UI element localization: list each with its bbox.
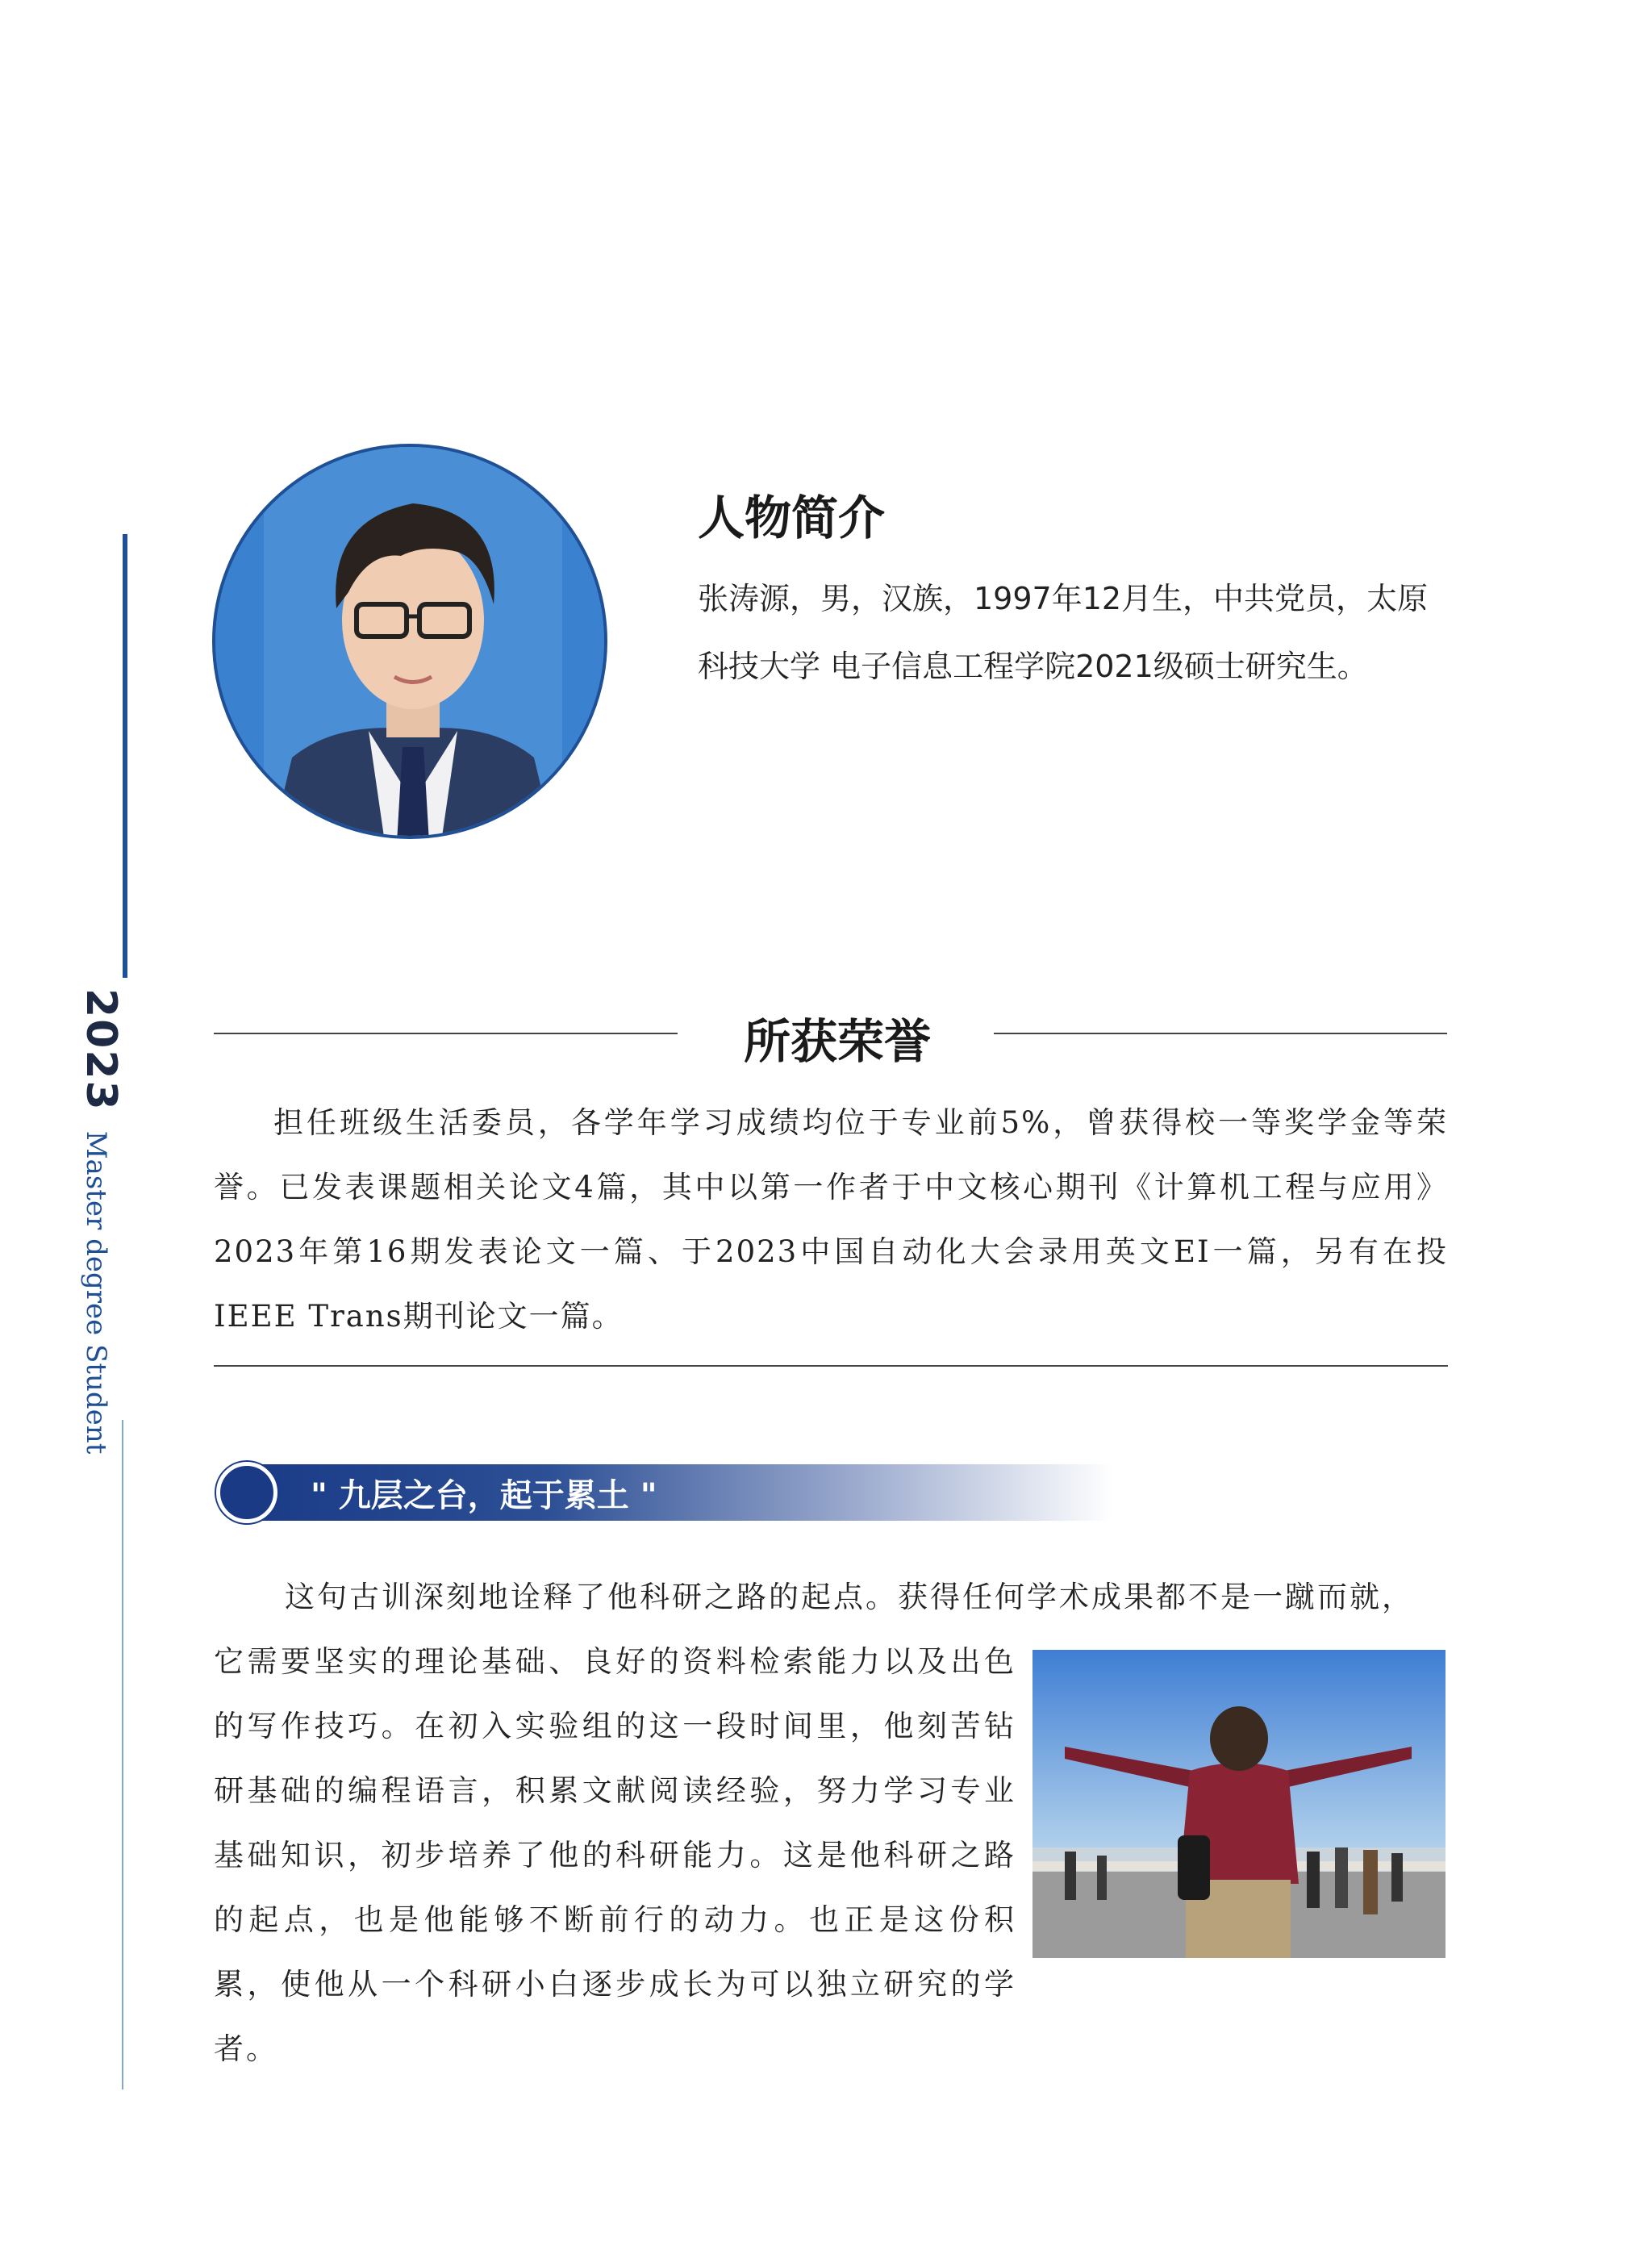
side-label-year: 2023 — [77, 988, 125, 1112]
side-label-subtitle: Master degree Student — [80, 1130, 112, 1455]
story-text: 它需要坚实的理论基础、良好的资料检索能力以及出色的写作技巧。在初入实验组的这一段时间里，他刻苦钻研基础的编程语言，积累文献阅读经验，努力学习专业基础知识，初步培养了他的科研能力。这是他科研之路的起点，也是他能够不断前行的动力。也正是这份积累，使他从一个科研小白逐步成长为可以独立研究的学者。 — [214, 1644, 1016, 2066]
honors-text: 担任班级生活委员，各学年学习成绩均位于专业前5%，曾获得校一等奖学金等荣誉。已发表课题相关论文4篇，其中以第一作者于中文核心期刊《计算机工程与应用》2023年第16期发表论文一篇、于2023中国自动化大会录用英文EI一篇，另有在投IEEE Trans期刊论文一篇。 — [214, 1105, 1448, 1334]
honors-divider-bottom — [214, 1365, 1448, 1367]
honors-title: 所获荣誉 — [743, 1014, 931, 1069]
side-label — [77, 988, 173, 1455]
profile-text: 张涛源，男，汉族，1997年12月生，中共党员，太原科技大学 电子信息工程学院2021级硕士研究生。 — [698, 581, 1429, 684]
student-photo — [1032, 1650, 1446, 1958]
honors-divider-right — [994, 1033, 1447, 1034]
portrait-photo — [212, 444, 607, 839]
side-rail-top — [123, 534, 127, 978]
honors-divider-left — [214, 1033, 678, 1034]
profile-title: 人物简介 — [698, 491, 886, 545]
story-first-line: 这句古训深刻地诠释了他科研之路的起点。获得任何学术成果都不是一蹴而就， — [285, 1580, 1414, 1614]
section-quote-text: " 九层之台，起于累土 " — [311, 1477, 657, 1514]
side-rail-bottom — [122, 1420, 123, 2090]
section-quote-dot-icon — [216, 1462, 277, 1523]
